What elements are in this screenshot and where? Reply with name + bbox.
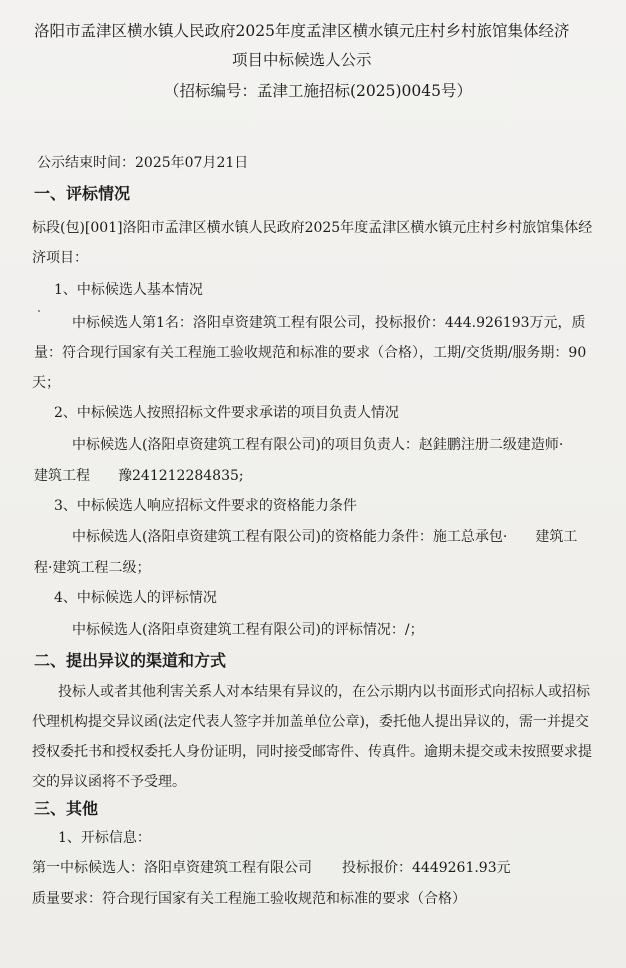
candidate-basic-info-line-1: 中标候选人第1名：洛阳卓资建筑工程有限公司，投标报价：444.926193万元，质 xyxy=(72,315,586,331)
bid-section-line-1: 标段(包)[001]洛阳市孟津区横水镇人民政府2025年度孟津区横水镇元庄村乡村旅馆集体经 xyxy=(32,220,593,236)
objection-line-4: 交的异议函将不予受理。 xyxy=(32,774,186,790)
section-heading-evaluation: 一、评标情况 xyxy=(34,184,131,203)
qualification-line-2: 程·建筑工程二级； xyxy=(34,560,151,576)
bid-section-line-2: 济项目： xyxy=(32,250,88,266)
project-lead-title: 2、中标候选人按照招标文件要求承诺的项目负责人情况 xyxy=(54,405,399,421)
candidate-basic-info-line-2: 量：符合现行国家有关工程施工验收规范和标准的要求（合格），工期/交货期/服务期：90 xyxy=(34,345,587,361)
objection-line-2: 代理机构提交异议函(法定代表人签字并加盖单位公章)，委托他人提出异议的，需一并提交 xyxy=(32,714,589,730)
announcement-end-time: 公示结束时间：2025年07月21日 xyxy=(37,155,249,171)
scan-mark xyxy=(38,310,40,312)
candidate-basic-info-title: 1、中标候选人基本情况 xyxy=(54,282,203,298)
evaluation-status-text: 中标候选人(洛阳卓资建筑工程有限公司)的评标情况：/； xyxy=(72,622,424,638)
evaluation-status-title: 4、中标候选人的评标情况 xyxy=(54,590,217,606)
candidate-basic-info-line-3: 天； xyxy=(32,375,60,391)
first-candidate: 第一中标候选人：洛阳卓资建筑工程有限公司 xyxy=(32,860,312,876)
qualification-line-1: 中标候选人(洛阳卓资建筑工程有限公司)的资格能力条件：施工总承包· 建筑工 xyxy=(72,529,578,545)
qualification-title: 3、中标候选人响应招标文件要求的资格能力条件 xyxy=(54,498,357,514)
opening-info-title: 1、开标信息： xyxy=(58,830,151,846)
project-lead-line-1: 中标候选人(洛阳卓资建筑工程有限公司)的项目负责人：赵銈鹏注册二级建造师· xyxy=(72,437,564,453)
document-title-line-1: 洛阳市孟津区横水镇人民政府2025年度孟津区横水镇元庄村乡村旅馆集体经济 xyxy=(34,22,570,40)
objection-line-1: 投标人或者其他利害关系人对本结果有异议的，在公示期内以书面形式向招标人或招标 xyxy=(58,684,590,700)
section-heading-other: 三、其他 xyxy=(34,799,99,818)
bid-number: （招标编号：孟津工施招标(2025)0045号） xyxy=(164,82,472,100)
section-heading-objection: 二、提出异议的渠道和方式 xyxy=(34,651,227,670)
project-lead-line-2: 建筑工程 豫241212284835; xyxy=(34,468,244,484)
objection-line-3: 授权委托书和授权委托人身份证明，同时接受邮寄件、传真件。逾期未提交或未按照要求提 xyxy=(32,744,592,760)
quality-requirement: 质量要求：符合现行国家有关工程施工验收规范和标准的要求（合格） xyxy=(32,891,466,907)
bid-price: 投标报价：4449261.93元 xyxy=(342,860,511,876)
document-title-line-2: 项目中标候选人公示 xyxy=(232,51,372,69)
